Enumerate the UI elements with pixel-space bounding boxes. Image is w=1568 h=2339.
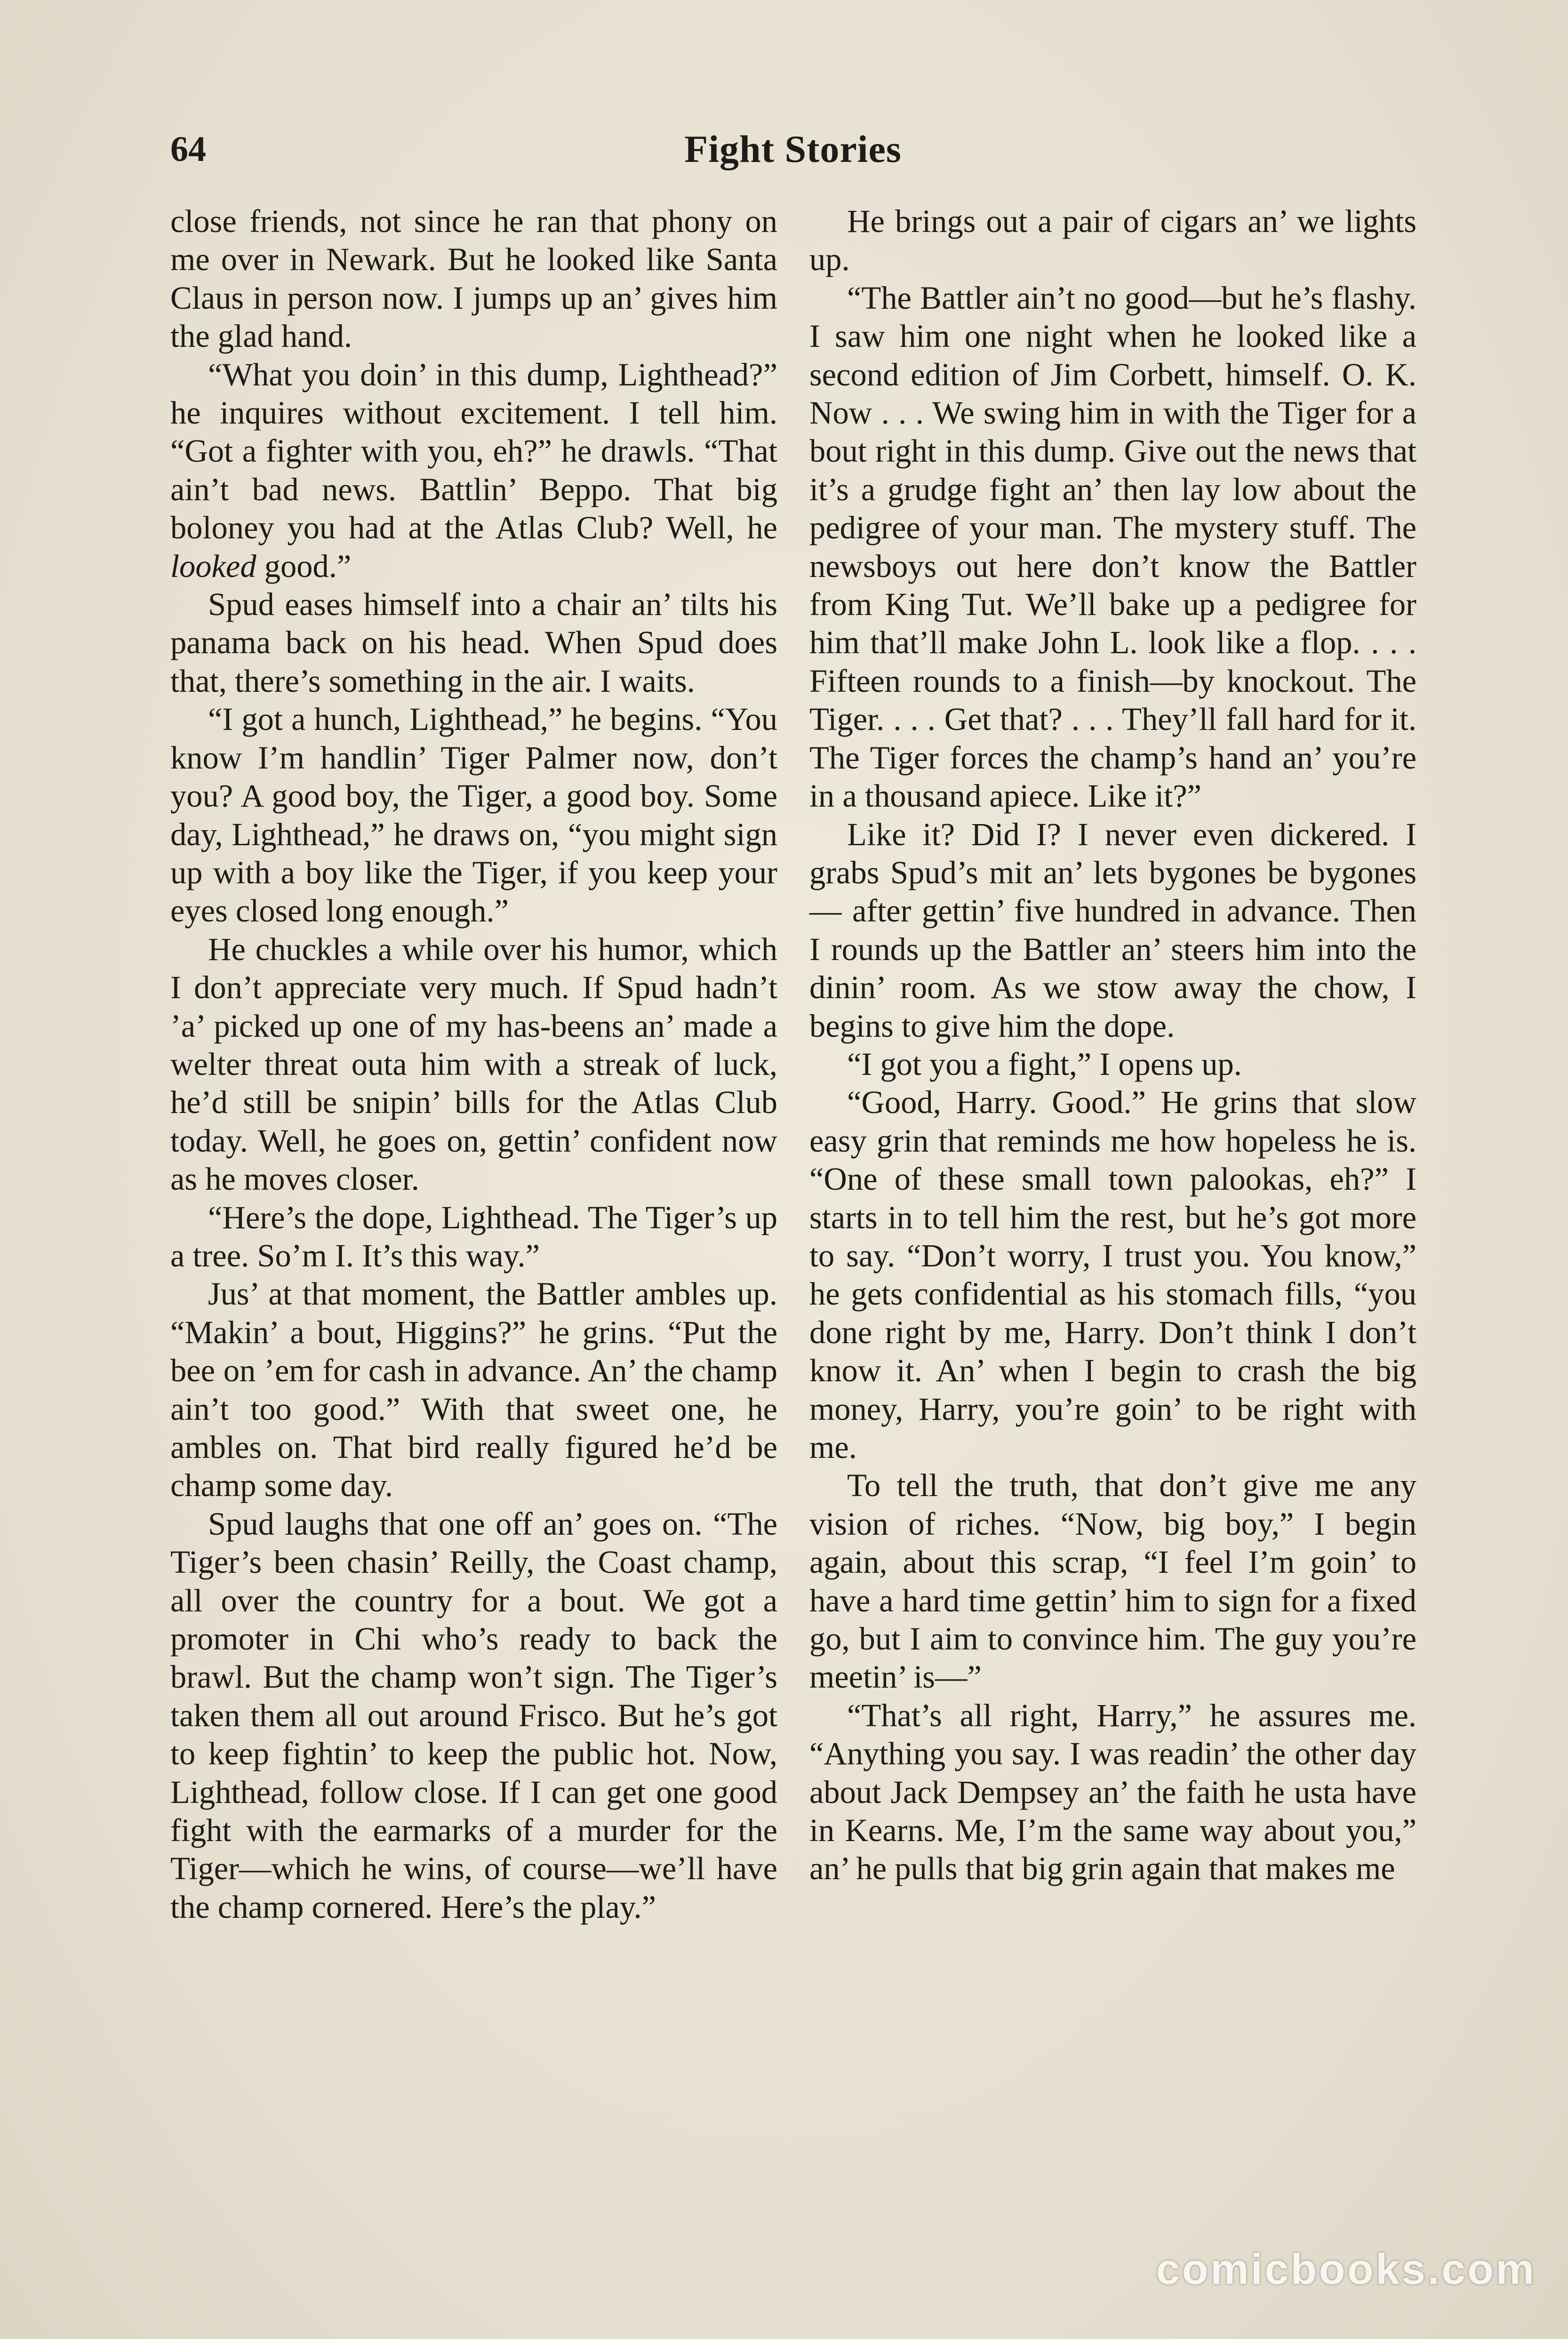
watermark-logo: comicbooks.com <box>1156 2245 1536 2293</box>
page-number: 64 <box>170 129 206 169</box>
paragraph: “I got you a fight,” I opens up. <box>847 1046 1242 1082</box>
page-header <box>170 123 1416 175</box>
paragraph: close friends, not since he ran that phony on me over in Newark. But he looked like Santa Claus in person now. I jumps up an’ gives him the glad hand. <box>170 203 777 354</box>
left-column <box>170 202 777 1926</box>
paragraph: “The Battler ain’t no good—but he’s flashy. I saw him one night when he looked like a second edition of Jim Corbett, himself. O. K. Now . . . We swing him in with the Tiger for a bout right in this dump. Give out the news that it’s a grudge fight an’ then lay low about the pedigree of your man. The mystery stuff. The newsboys out here don’t know the Battler from King Tut. We’ll bake up a pedigree for him that’ll make John L. look like a flop. . . . Fifteen rounds to a finish—by knockout. The Tiger. . . . Get that? . . . They’ll fall hard for it. The Tiger forces the champ’s hand an’ you’re in a thousand apiece. Like it?” <box>809 280 1416 814</box>
paragraph-text-end: good.” <box>256 548 352 584</box>
paragraph: He brings out a pair of cigars an’ we lights up. <box>809 203 1416 278</box>
paragraph: “I got a hunch, Lighthead,” he begins. “You know I’m handlin’ Tiger Palmer now, don’t you? A good boy, the Tiger, a good boy. Some day, Lighthead,” he draws on, “you might sign up with a boy like the Tiger, if you keep your eyes closed long enough.” <box>170 701 777 929</box>
paragraph-text: “What you doin’ in this dump, Lighthead?” he inquires without excitement. I tell him. “Got a fighter with you, eh?” he drawls. “That ain’t bad news. Battlin’ Beppo. That big boloney you had at the Atlas Club? Well, he <box>170 356 777 546</box>
paragraph: Spud eases himself into a chair an’ tilts his panama back on his head. When Spud does that, there’s something in the air. I waits. <box>170 586 777 699</box>
paragraph: Jus’ at that moment, the Battler ambles up. “Makin’ a bout, Higgins?” he grins. “Put the bee on ’em for cash in advance. An’ the champ ain’t too good.” With that sweet one, he ambles on. That bird really figured he’d be champ some day. <box>170 1276 777 1504</box>
paragraph: “That’s all right, Harry,” he assures me. “Anything you say. I was readin’ the other day about Jack Dempsey an’ the faith he usta have in Kearns. Me, I’m the same way about you,” an’ he pulls that big grin again that makes me <box>809 1697 1416 1887</box>
right-column <box>809 202 1416 1888</box>
paragraph: He chuckles a while over his humor, which I don’t appreciate very much. If Spud hadn’t ’a’ picked up one of my has-beens an’ made a welter threat outa him with a streak of luck, he’d still be snipin’ bills for the Atlas Club today. Well, he goes on, gettin’ confident now as he moves closer. <box>170 931 777 1197</box>
paragraph: To tell the truth, that don’t give me any vision of riches. “Now, big boy,” I begin again, about this scrap, “I feel I’m goin’ to have a hard time gettin’ him to sign for a fixed go, but I aim to convince him. The guy you’re meetin’ is—” <box>809 1467 1416 1695</box>
paragraph <box>170 356 777 585</box>
paragraph: Like it? Did I? I never even dickered. I grabs Spud’s mit an’ lets bygones be bygones — after gettin’ five hundred in advance. Then I rounds up the Battler an’ steers him into the dinin’ room. As we stow away the chow, I begins to give him the dope. <box>809 816 1416 1044</box>
paragraph: Spud laughs that one off an’ goes on. “The Tiger’s been chasin’ Reilly, the Coast champ, all over the country for a bout. We got a promoter in Chi who’s ready to back the brawl. But the champ won’t sign. The Tiger’s taken them all out around Frisco. But he’s got to keep fightin’ to keep the public hot. Now, Lighthead, follow close. If I can get one good fight with the earmarks of a murder for the Tiger—which he wins, of course—we’ll have the champ cornered. Here’s the play.” <box>170 1506 777 1925</box>
paragraph: “Good, Harry. Good.” He grins that slow easy grin that reminds me how hopeless he is. “One of these small town palookas, eh?” I starts in to tell him the rest, but he’s got more to say. “Don’t worry, I trust you. You know,” he gets confidential as his stomach fills, “you done right by me, Harry. Don’t think I don’t know it. An’ when I begin to crash the big money, Harry, you’re goin’ to be right with me. <box>809 1084 1416 1465</box>
paragraph: “Here’s the dope, Lighthead. The Tiger’s up a tree. So’m I. It’s this way.” <box>170 1199 777 1274</box>
running-title: Fight Stories <box>684 128 902 170</box>
italic-word: looked <box>170 548 256 584</box>
